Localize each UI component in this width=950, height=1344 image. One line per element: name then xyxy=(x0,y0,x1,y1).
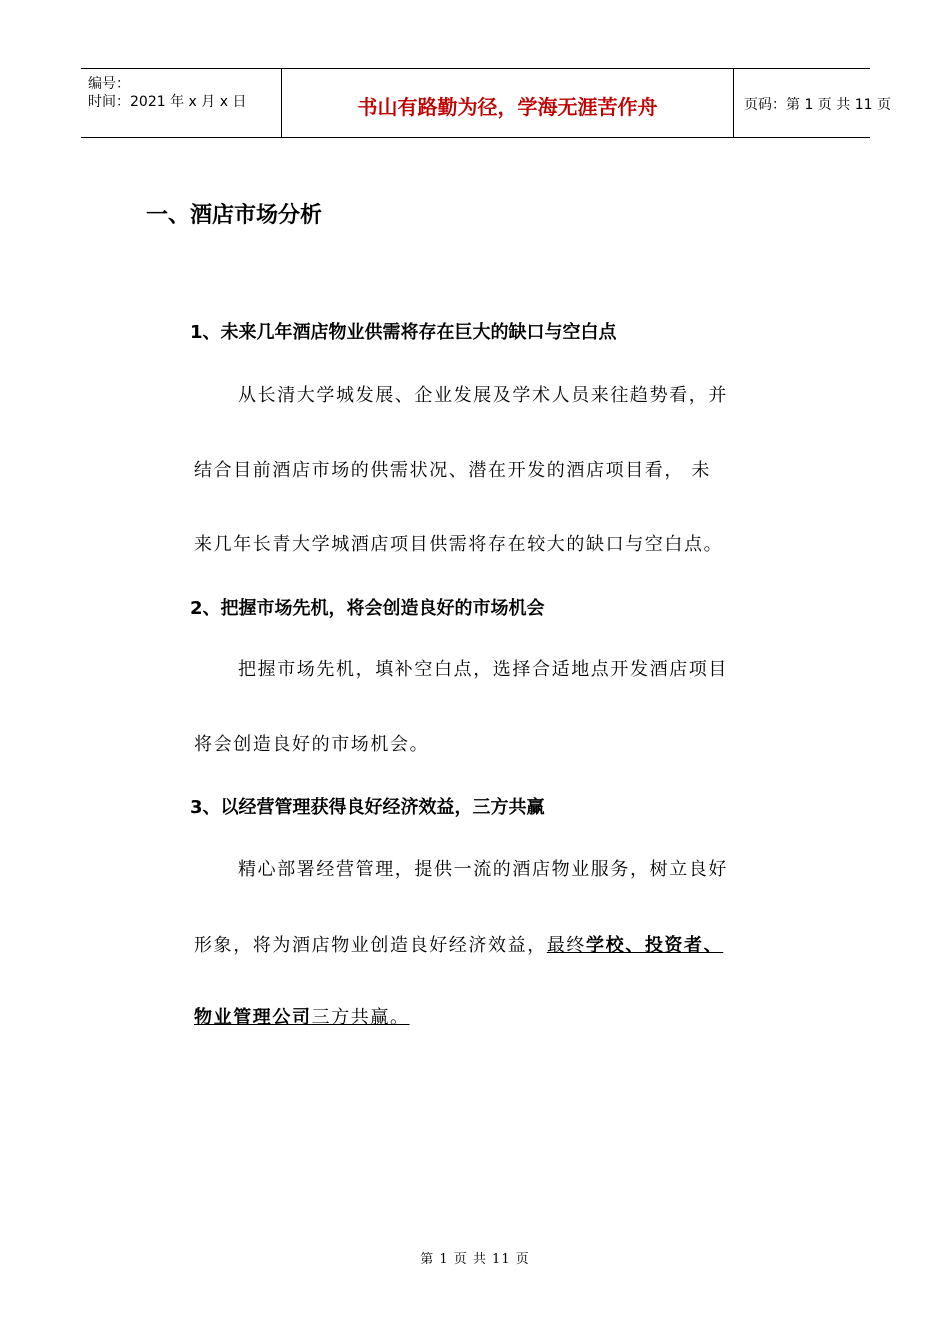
stakeholders-part-1: 学校、投资者、 xyxy=(586,935,724,956)
section-3-line-2-text: 形象，将为酒店物业创造良好经济效益， xyxy=(194,935,547,956)
section-1-line-1: 从长清大学城发展、企业发展及学术人员来往趋势看，并 xyxy=(238,385,728,406)
header-table xyxy=(81,68,891,138)
section-3-line-1: 精心部署经营管理，提供一流的酒店物业服务，树立良好 xyxy=(238,859,728,880)
conclusion-prefix: 最终 xyxy=(546,935,587,956)
document-number-label: 编号： xyxy=(88,76,130,92)
section-3-heading: 3、以经营管理获得良好经济效益，三方共赢 xyxy=(190,797,545,818)
section-2-heading: 2、把握市场先机，将会创造良好的市场机会 xyxy=(190,598,545,619)
page-title: 一、酒店市场分析 xyxy=(146,203,323,228)
section-3-line-2 xyxy=(194,931,723,957)
header-motto-cell xyxy=(282,69,734,137)
header-page-cell xyxy=(734,69,891,137)
header-info-cell xyxy=(81,69,282,137)
conclusion-suffix: 三方共赢。 xyxy=(311,1007,410,1028)
section-2-line-2: 将会创造良好的市场机会。 xyxy=(194,734,430,755)
document-time-label: 时间：2021 年 x 月 x 日 xyxy=(88,94,247,110)
section-2-line-1: 把握市场先机，填补空白点，选择合适地点开发酒店项目 xyxy=(238,659,728,680)
page-info: 页码：第 1 页 共 11 页 xyxy=(744,97,891,113)
section-3-line-3 xyxy=(194,1003,410,1029)
section-1-line-2: 结合目前酒店市场的供需状况、潜在开发的酒店项目看， 未 xyxy=(194,460,711,481)
section-1-line-3: 来几年长青大学城酒店项目供需将存在较大的缺口与空白点。 xyxy=(194,534,724,555)
stakeholders-part-2: 物业管理公司 xyxy=(194,1007,312,1028)
page-footer: 第 1 页 共 11 页 xyxy=(420,1252,530,1267)
section-1-heading: 1、未来几年酒店物业供需将存在巨大的缺口与空白点 xyxy=(190,322,617,343)
motto-text: 书山有路勤为径，学海无涯苦作舟 xyxy=(357,95,658,119)
